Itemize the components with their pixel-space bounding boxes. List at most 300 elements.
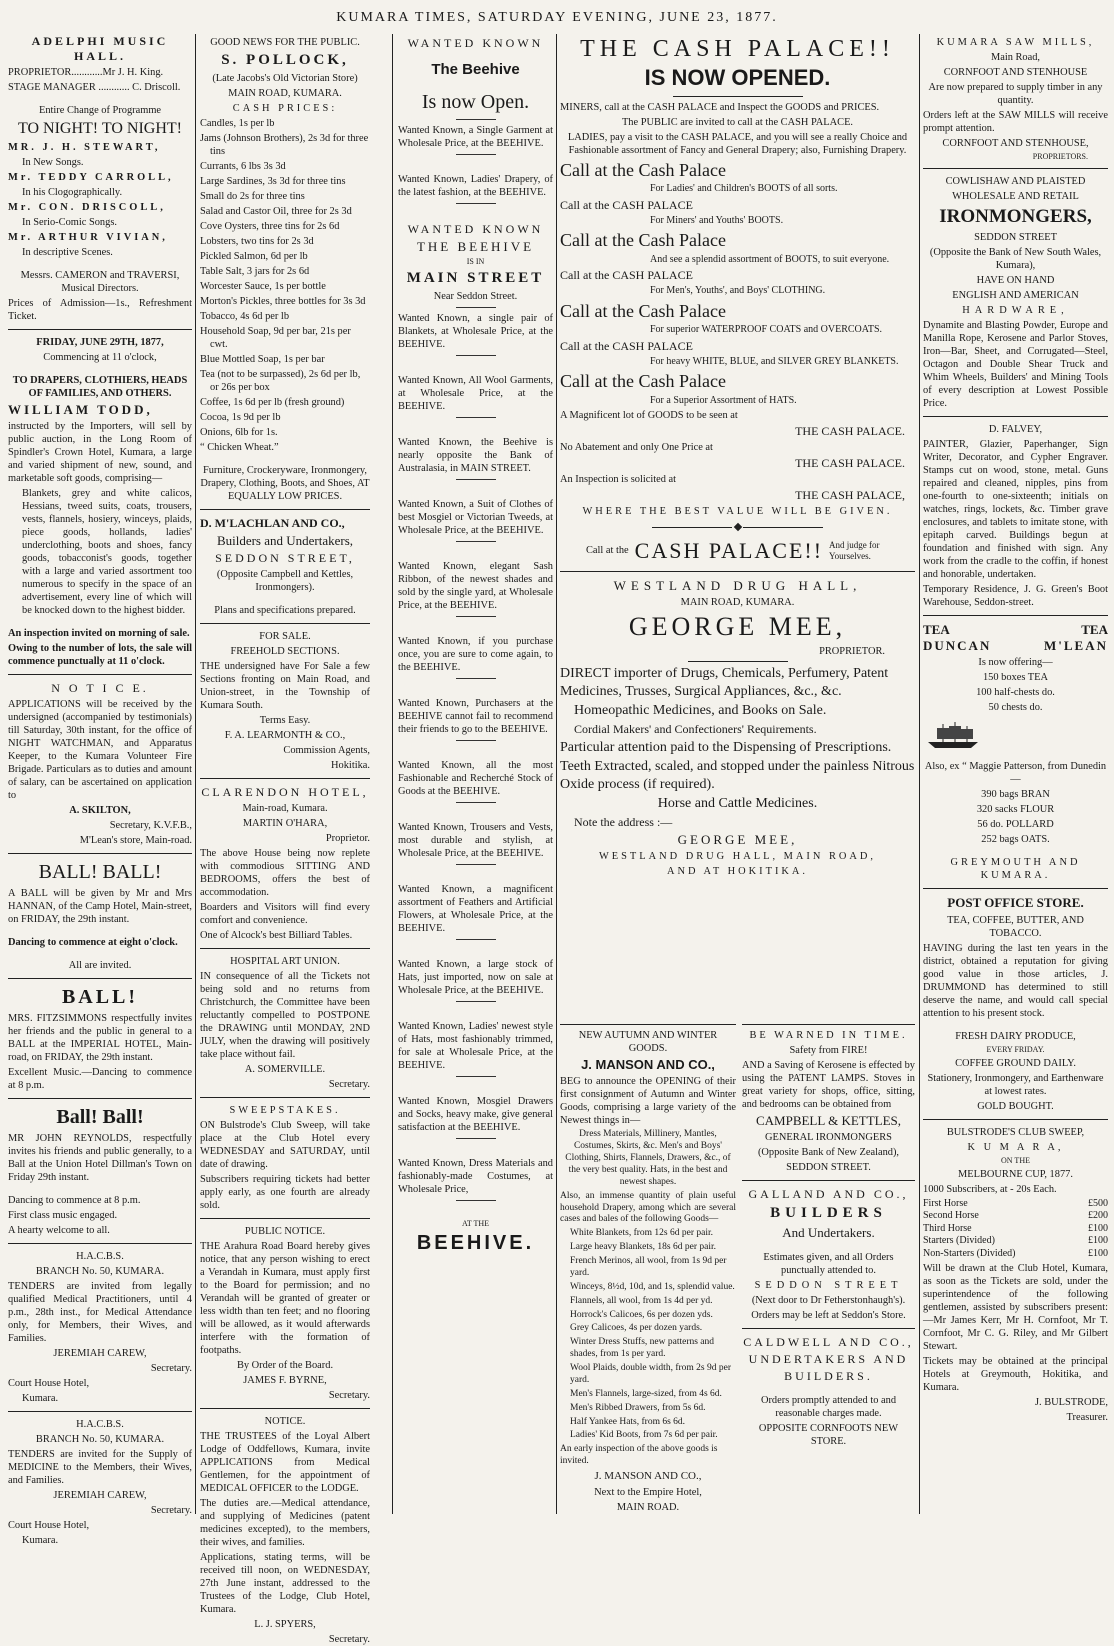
price-item: Table Salt, 3 jars for 2s 6d	[200, 265, 310, 277]
beehive-ad: Wanted Known, a Single Garment at Wholesale Price, at the BEEHIVE.	[398, 124, 553, 149]
beehive-ad: Wanted Known, the Beehive is nearly opposite the Bank of Australasia, in MAIN STREET.	[398, 436, 553, 474]
bulstrode-title: BULSTRODE'S CLUB SWEEP,	[946, 1126, 1085, 1138]
drug-a2: WESTLAND DRUG HALL, MAIN ROAD,	[598, 851, 877, 862]
publicnotice-order: By Order of the Board.	[236, 1360, 334, 1371]
separator	[456, 864, 496, 865]
oddfellows-role: Secretary.	[328, 1634, 370, 1645]
prize-row	[923, 1235, 1108, 1248]
galland-next: (Next door to Dr Fetherstonhaugh's).	[751, 1295, 906, 1307]
campbell-safety: Safety from FIRE!	[789, 1045, 868, 1056]
produce-item: 56 do. POLLARD	[977, 819, 1054, 831]
cowlishaw-body: Dynamite and Blasting Powder, Europe and Manilla Rope, Kerosene and Parlor Stoves, Iron—Bar, Sheet, and Corrugated—Steel, Octagon and Double Shear Truck and Whim Wheels, Builders' and Mining Tools of every description at Lowest Possible Price.	[923, 319, 1108, 409]
manson-item: Winceys, 8½d, 10d, and 1s, splendid value.	[570, 1281, 735, 1292]
mclachlan-plans: Plans and specifications prepared.	[214, 605, 356, 616]
separator	[456, 1200, 496, 1201]
separator	[456, 479, 496, 480]
price-item: Salad and Castor Oil, three for 2s 3d	[200, 205, 352, 217]
campbell-st: SEDDON STREET.	[786, 1162, 871, 1174]
saw-title: KUMARA SAW MILLS,	[936, 37, 1095, 48]
forsale-town: Hokitika.	[331, 760, 370, 771]
price-item: Large Sardines, 3s 3d for three tins	[200, 175, 346, 187]
price-item: Tea (not to be surpassed), 2s 6d per lb, or 26s per box	[200, 368, 361, 393]
publicnotice-title: PUBLIC NOTICE.	[244, 1226, 326, 1237]
cashpalace-title: THE CASH PALACE!!	[580, 36, 895, 62]
adelphi-act: Mr. CON. DRISCOLL,	[8, 202, 166, 213]
hacbs1-branch: BRANCH No. 50, KUMARA.	[35, 1266, 165, 1278]
artunion-body: IN consequence of all the Tickets not being sold and no returns from Christchurch, the Committee have been reluctantly compelled to POSTPONE the DRAWING until MONDAY, 2ND JULY, when the drawing will positively take place without fail.	[200, 971, 370, 1060]
caldwell-b: BUILDERS.	[784, 1369, 873, 1384]
cowlishaw-sub: WHOLESALE AND RETAIL	[952, 191, 1079, 202]
column-rule	[195, 34, 196, 1514]
price-item: Morton's Pickles, three bottles for 3s 3d	[200, 295, 366, 307]
separator	[456, 939, 496, 940]
tea-items-2	[923, 788, 1108, 846]
separator	[456, 307, 496, 308]
column-3	[398, 34, 553, 1514]
cashpalace-big: CASH PALACE!!	[634, 538, 824, 563]
beehive-h1: WANTED KNOWN	[407, 36, 544, 50]
forsale-title: FOR SALE.	[259, 631, 311, 642]
hacbs1-name: JEREMIAH CAREW,	[53, 1348, 147, 1360]
galland-b: BUILDERS	[770, 1205, 887, 1222]
mclachlan-name: D. M'LACHLAN AND CO.,	[200, 515, 345, 530]
beehive-ad: Wanted Known, elegant Sash Ribbon, of the newest shades and sold by the single yard, at Wholesale Price, at the BEEHIVE.	[398, 560, 553, 611]
ball2-music: Excellent Music.—Dancing to commence at 8 p.m.	[8, 1067, 192, 1092]
saw-names: CORNFOOT AND STENHOUSE	[943, 67, 1088, 78]
sale-items: Blankets, grey and white calicos, Hessians, tweed suits, coats, trousers, vests, flannels, hosiery, winceys, plaids, piece goods, hollands, ladies' underclothing, boots and shoes, fancy goods, tobacconist's goods, together with a large and varied assortment too numerous to specify in the space of an advertisement, every line of which will be knocked down to the highest bidder.	[22, 488, 192, 617]
beehive-ad: Wanted Known, All Wool Garments, at Wholesale Price, at the BEEHIVE.	[398, 374, 553, 412]
forsale-sub: FREEHOLD SECTIONS.	[230, 646, 340, 657]
clarendon-owner: MARTIN O'HARA,	[242, 818, 328, 829]
saw-body: Are now prepared to supply timber in any quantity.	[928, 82, 1103, 106]
cashpalace-noabate: No Abatement and only One Price at	[560, 442, 713, 453]
caldwell-opp: OPPOSITE CORNFOOTS NEW STORE.	[758, 1423, 899, 1448]
adelphi-act: In New Songs.	[22, 157, 84, 168]
tea-header	[923, 622, 1108, 655]
manson-item: Horrock's Calicoes, 6s per dozen yds.	[570, 1309, 713, 1320]
beehive-ad: Wanted Known, Dress Materials and fashionably-made Costumes, at Wholesale Price,	[398, 1157, 553, 1195]
artunion-name: A. SOMERVILLE.	[244, 1064, 326, 1075]
beehive-name: The Beehive	[431, 61, 520, 78]
bulstrode-kumara: K U M A R A,	[967, 1141, 1064, 1153]
notice-role: Secretary, K.V.F.B.,	[109, 820, 192, 832]
separator	[456, 616, 496, 617]
ball3-l2: First class music engaged.	[8, 1210, 118, 1222]
beehive-ad: Wanted Known, a single pair of Blankets, at Wholesale Price, at the BEEHIVE.	[398, 312, 553, 350]
caldwell-body: Orders promptly attended to and reasonable charges made.	[760, 1395, 897, 1420]
drug-a3: AND AT HOKITIKA.	[666, 866, 809, 877]
price-item: Currants, 6 lbs 3s 3d	[200, 160, 286, 172]
cowlishaw-hand: HAVE ON HAND	[976, 274, 1055, 286]
drug-homeo: Homeopathic Medicines, and Books on Sale.	[574, 703, 827, 719]
separator	[456, 417, 496, 418]
drug-prop: PROPRIETOR.	[819, 646, 885, 658]
ball2-title: BALL!	[61, 986, 139, 1009]
manson-invite: An early inspection of the above goods is invited.	[560, 1444, 718, 1467]
beehive-the: THE BEEHIVE	[416, 238, 535, 254]
price-item: Candles, 1s per lb	[200, 117, 275, 129]
beehive-ads-2	[398, 312, 553, 1217]
cowlishaw-iron: IRONMONGERS,	[939, 206, 1092, 227]
hacbs2-addr1: Court House Hotel,	[8, 1520, 90, 1532]
bulstrode-tickets: Tickets may be obtained at the principal Hotels at Greymouth, Hokitika, and Kumara.	[923, 1356, 1108, 1393]
manson-items	[560, 1228, 736, 1442]
prize-amount: £200	[1088, 1210, 1108, 1221]
prize-row	[923, 1198, 1108, 1211]
call-title: Call at the CASH PALACE	[560, 338, 693, 353]
manson-item: Winter Dress Stuffs, new patterns and shades, from 1s per yard.	[570, 1337, 715, 1360]
manson-item: French Merinos, all wool, from 1s 9d per yard.	[570, 1256, 727, 1278]
column-2	[200, 34, 370, 1645]
saw-prop: PROPRIETORS.	[1032, 152, 1088, 161]
price-item: Tobacco, 4s 6d per lb	[200, 310, 290, 322]
adelphi-act: In Serio-Comic Songs.	[22, 217, 117, 228]
caldwell-u: UNDERTAKERS AND	[748, 1352, 909, 1367]
cashpalace-callline	[560, 537, 915, 565]
manson-ad	[560, 1024, 736, 1516]
produce-item: 320 sacks FLOUR	[976, 804, 1055, 816]
cowlishaw-opp: (Opposite the Bank of New South Wales, Kumara),	[929, 246, 1102, 271]
drug-title: WESTLAND DRUG HALL,	[613, 577, 862, 593]
tea-item: 100 half-chests do.	[976, 687, 1055, 699]
spacer	[398, 745, 553, 757]
beehive-ad: Wanted Known, a magnificent assortment of Feathers and Artificial Flowers, at Wholesale Price, at the BEEHIVE.	[398, 883, 553, 934]
column-rule	[556, 34, 557, 1514]
manson-head: NEW AUTUMN AND WINTER GOODS.	[578, 1030, 718, 1054]
mclachlan-street: SEDDON STREET,	[215, 551, 355, 565]
campbell-body: AND a Saving of Kerosene is effected by using the PATENT LAMPS. Stoves in great variety for shops, office, sitting, and bedrooms can be obtained from	[742, 1060, 915, 1110]
tea-mclean: M'LEAN	[1044, 638, 1108, 653]
call-title: Call at the Cash Palace	[560, 230, 726, 250]
clarendon-addr: Main-road, Kumara.	[242, 803, 328, 814]
bulstrode-role: Treasurer.	[1066, 1412, 1108, 1423]
masthead: KUMARA TIMES, SATURDAY EVENING, JUNE 23, 1877.	[336, 10, 778, 25]
tea-item: 50 chests do.	[988, 702, 1043, 714]
galland-u: And Undertakers.	[782, 1225, 875, 1240]
pollock-head: GOOD NEWS FOR THE PUBLIC.	[210, 37, 360, 48]
separator	[456, 1001, 496, 1002]
sweep-body: ON Bulstrode's Club Sweep, will take place at the Club Hotel every WEDNESDAY and SATURDAY, until date of drawing.	[200, 1120, 370, 1170]
drug-name: GEORGE MEE,	[628, 611, 847, 641]
spacer	[398, 208, 553, 220]
pollock-addr: MAIN ROAD, KUMARA.	[228, 87, 342, 99]
spacer	[398, 484, 553, 496]
ball2-body: MRS. FITZSIMMONS respectfully invites her friends and the public in general to a BALL at the IMPERIAL HOTEL, Main-road, on FRIDAY, the 29th instant.	[8, 1013, 192, 1064]
clarendon-body: The above House being now replete with commodious SITTING AND BEDROOMS, offers the best of accommodation.	[200, 848, 370, 898]
cashpalace-mag: A Magnificent lot of GOODS to be seen at	[560, 410, 738, 421]
ball1-body: A BALL will be given by Mr and Mrs HANNAN, of the Camp Hotel, Main-street, on FRIDAY, the 29th instant.	[8, 888, 192, 926]
cashpalace-calls	[560, 159, 915, 408]
tea-item: 150 boxes TEA	[982, 672, 1049, 684]
spacer	[398, 621, 553, 633]
galland-orders: Orders may be left at Seddon's Store.	[751, 1310, 906, 1322]
beehive-ad: Wanted Known, if you purchase once, you are sure to come again, to the BEEHIVE.	[398, 635, 553, 673]
falvey-temp: Temporary Residence, J. G. Green's Boot Warehouse, Seddon-street.	[923, 583, 1108, 608]
saw-road: Main Road,	[990, 52, 1041, 63]
call-title: Call at the CASH PALACE	[560, 268, 693, 282]
prize-row	[923, 1248, 1108, 1261]
publicnotice-name: JAMES F. BYRNE,	[243, 1375, 327, 1386]
separator	[456, 203, 496, 204]
beehive-ad: Wanted Known, all the most Fashionable and Recherché Stock of Goods at the BEEHIVE.	[398, 759, 553, 797]
forsale-terms: Terms Easy.	[259, 715, 311, 726]
beehive-open: Is now Open.	[421, 90, 530, 113]
ball3-body: MR JOHN REYNOLDS, respectfully invites his friends and public generally, to a Ball at the Union Hotel Dillman's Town on Friday 29th instant.	[8, 1133, 192, 1184]
post-friday: EVERY FRIDAY.	[986, 1044, 1045, 1054]
pollock-name: S. POLLOCK,	[221, 52, 349, 68]
prize-name: Second Horse	[923, 1210, 979, 1221]
adelphi-tonight: TO NIGHT! TO NIGHT!	[18, 120, 182, 137]
cashpalace-miners: MINERS, call at the CASH PALACE and Inspect the GOODS and PRICES.	[560, 101, 880, 113]
manson-road: MAIN ROAD.	[616, 1501, 680, 1513]
sale-auctioneer: WILLIAM TODD,	[8, 402, 153, 417]
prize-name: Third Horse	[923, 1222, 972, 1234]
price-item: Cocoa, 1s 9d per lb	[200, 411, 281, 423]
adelphi-change: Entire Change of Programme	[38, 105, 162, 116]
spacer	[398, 546, 553, 558]
oddfellows-body: THE TRUSTEES of the Loyal Albert Lodge of Oddfellows, Kumara, invite APPLICATIONS from Medical Gentlemen, for the appointment of MEDICAL OFFICER to the LODGE.	[200, 1431, 370, 1494]
publicnotice-body: THE Arahura Road Board hereby gives notice, that any person wishing to erect a Verandah in Kumara, must apply first to the Board for permission; and no Verandah will be granted of greater or less width than ten feet; and no flooring will be allowed, as it would afterwards interfere with the formation of footpaths.	[200, 1241, 370, 1356]
cashpalace-callat: Call at the	[585, 545, 629, 557]
clarendon-board: Boarders and Visitors will find every comfort and convenience.	[200, 902, 370, 926]
drug-n2: GEORGE MEE,	[677, 831, 798, 847]
oddfellows-title: NOTICE.	[264, 1416, 306, 1427]
adelphi-act: In descriptive Scenes.	[22, 247, 113, 258]
tea-items	[923, 671, 1108, 714]
cashpalace-judge: And judge for Yourselves.	[829, 539, 880, 561]
call-title: Call at the Cash Palace	[560, 371, 726, 391]
campbell-role: GENERAL IRONMONGERS	[765, 1132, 892, 1144]
sale-to: TO DRAPERS, CLOTHIERS, HEADS OF FAMILIES, AND OTHERS.	[12, 375, 188, 399]
pollock-price-list	[200, 117, 370, 454]
galland-body: Estimates given, and all Orders punctually attended to.	[763, 1252, 894, 1277]
manson-item: Large heavy Blankets, 18s 6d per pair.	[570, 1242, 716, 1253]
adelphi-title: ADELPHI MUSIC HALL.	[31, 34, 169, 63]
cashpalace-cp2: THE CASH PALACE.	[795, 456, 905, 470]
tea-offering: Is now offering—	[978, 657, 1053, 669]
beehive-near: Near Seddon Street.	[433, 290, 518, 302]
manson-item: Ladies' Kid Boots, from 7s 6d per pair.	[570, 1430, 718, 1441]
oddfellows-name: L. J. SPYERS,	[254, 1619, 316, 1630]
campbell-name: CAMPBELL & KETTLES,	[755, 1113, 902, 1128]
price-item: Worcester Sauce, 1s per bottle	[200, 280, 326, 292]
post-stat: Stationery, Ironmongery, and Earthenware at lowest rates.	[927, 1072, 1104, 1097]
produce-item: 390 bags BRAN	[981, 789, 1050, 801]
column-5	[923, 34, 1108, 1514]
bulstrode-drawn: Will be drawn at the Club Hotel, Kumara, as soon as the Tickets are sold, under the superintendence of the following gentlemen, assisted by subscribers present:—Mr James Kerr, Mr H. Cornfoot, Mr T. Cornfoot, Mr C. G. Riley, and Mr Gilbert Stewart.	[923, 1263, 1108, 1352]
beehive-at: AT THE	[461, 1218, 490, 1228]
hacbs2-name: JEREMIAH CAREW,	[53, 1490, 147, 1502]
hacbs1-addr1: Court House Hotel,	[8, 1378, 90, 1390]
separator	[456, 1138, 496, 1139]
column-4	[560, 34, 915, 1514]
call-detail: For Men's, Youths', and Boys' CLOTHING.	[650, 285, 826, 296]
prize-name: First Horse	[923, 1197, 968, 1209]
beehive-ad: Wanted Known, a Suit of Clothes of best Mosgiel or Victorian Tweeds, at Wholesale Price, at the BEEHIVE.	[398, 498, 553, 536]
call-detail: For Miners' and Youths' BOOTS.	[650, 214, 784, 226]
falvey-name: D. FALVEY,	[988, 423, 1043, 435]
mclachlan-trade: Builders and Undertakers,	[216, 532, 354, 548]
ornament	[560, 521, 915, 534]
separator	[456, 355, 496, 356]
manson-item: Grey Calicoes, 4s per dozen yards.	[570, 1323, 703, 1334]
prize-name: Starters (Divided)	[923, 1235, 995, 1246]
cowlishaw-eng: ENGLISH AND AMERICAN	[952, 289, 1079, 301]
campbell-warn: BE WARNED IN TIME.	[749, 1030, 908, 1041]
oddfellows-body3: Applications, stating terms, will be received till noon, on WEDNESDAY, 27th June instant, addressed to the Trustees of the Lodge, Club Hotel, Kumara.	[200, 1552, 370, 1615]
tea-grey: GREYMOUTH AND KUMARA.	[950, 857, 1081, 882]
pollock-foot: Furniture, Crockeryware, Ironmongery, Drapery, Clothing, Boots, and Shoes, AT EQUALLY LOW PRICES.	[200, 464, 370, 502]
prize-row	[923, 1223, 1108, 1236]
post-title: POST OFFICE STORE.	[947, 895, 1084, 911]
column-rule	[392, 34, 393, 1514]
spacer	[398, 869, 553, 881]
post-body: HAVING during the last ten years in the district, obtained a reputation for giving good value in those articles, J. DRUMMOND has determined to still deserve the name, and would call special attention to his present stock.	[923, 942, 1108, 1019]
separator	[456, 802, 496, 803]
separator	[456, 678, 496, 679]
falvey-body: PAINTER, Glazier, Paperhanger, Sign Writer, Decorator, and Cypher Engraver. Stamps cut on wood, stone, metal. Guns repaired and cleaned, nipples, pins from one-fourth to one-sixteenth; initials on watches, rings, lockets, &c. Timber grave enclosures, and tablets to imitate stone, with epitaph carved. Buildings begun at foundation and finished with sign. Any work from the cradle to the coffin, if honest and honorable, undertaken.	[923, 438, 1108, 580]
cashpalace-cp1: THE CASH PALACE.	[795, 424, 905, 438]
pollock-late: (Late Jacobs's Old Victorian Store)	[212, 72, 358, 84]
hacbs2-branch: BRANCH No. 50, KUMARA.	[35, 1434, 165, 1446]
beehive-foot: BEEHIVE.	[416, 1231, 535, 1254]
cashpalace-where: WHERE THE BEST VALUE WILL BE GIVEN.	[582, 506, 893, 517]
notice-body: APPLICATIONS will be received by the undersigned (accompanied by testimonials) till Saturday, 30th instant, for the office of NIGHT WATCHMAN, and Apparatus Keeper, to the Kumara Volunteer Fire Brigade. Particulars as to duties and amount of salary, can be ascertained on application to	[8, 699, 192, 802]
column-rule	[919, 34, 920, 1514]
hacbs1-title: H.A.C.B.S.	[76, 1251, 124, 1263]
drug-cordial: Cordial Makers' and Confectioners' Requirements.	[574, 721, 817, 736]
drug-particular: Particular attention paid to the Dispensing of Prescriptions.	[560, 739, 892, 755]
hacbs1-body: TENDERS are invited from legally qualified Medical Practitioners, until 4 p.m., 28th inst., for Medical Attendance only, for Members, their Wives, and Families.	[8, 1281, 192, 1345]
adelphi-act: In his Clogographically.	[22, 187, 123, 198]
adelphi-acts	[8, 141, 192, 259]
sweep-body2: Subscribers requiring tickets had better apply early, as one fourth are already sold.	[200, 1174, 370, 1211]
call-title: Call at the Cash Palace	[560, 300, 726, 321]
notice-name: A. SKILTON,	[69, 805, 131, 817]
call-title: Call at the Cash Palace	[560, 159, 726, 180]
bulstrode-cup: MELBOURNE CUP, 1877.	[958, 1168, 1073, 1180]
sale-owing: Owing to the number of lots, the sale will commence punctually at 11 o'clock.	[8, 643, 192, 668]
cowlishaw-name: COWLISHAW AND PLAISTED	[945, 176, 1086, 187]
prize-name: Non-Starters (Divided)	[923, 1247, 1016, 1259]
cashpalace-sub: IS NOW OPENED.	[644, 65, 831, 90]
price-item: Blue Mottled Soap, 1s per bar	[200, 353, 325, 365]
post-dairy: FRESH DAIRY PRODUCE,	[955, 1030, 1076, 1042]
tea-left: TEA	[923, 621, 950, 637]
beehive-mainst: MAIN STREET	[406, 270, 545, 286]
beehive-ad: Wanted Known, Purchasers at the BEEHIVE cannot fail to recommend their friends to go to the BEEHIVE.	[398, 697, 553, 735]
cowlishaw-st: SEDDON STREET	[974, 231, 1057, 243]
spacer	[398, 1081, 553, 1093]
separator	[456, 1076, 496, 1077]
beehive-ad: Wanted Known, a large stock of Hats, just imported, now on sale at Wholesale Price, at the BEEHIVE.	[398, 958, 553, 996]
beehive-ads	[398, 124, 553, 220]
manson-item: Men's Flannels, large-sized, from 4s 6d.	[570, 1388, 722, 1399]
ball1-invited: All are invited.	[68, 960, 132, 972]
beehive-isin: IS IN	[466, 257, 485, 266]
spacer	[398, 159, 553, 171]
hacbs2-body: TENDERS are invited for the Supply of MEDICINE to the Members, their Wives, and Families.	[8, 1449, 192, 1487]
call-detail: For a Superior Assortment of HATS.	[650, 394, 797, 406]
manson-item: Half Yankee Hats, from 6s 6d.	[570, 1416, 686, 1427]
call-title: Call at the CASH PALACE	[560, 197, 693, 212]
separator	[673, 96, 803, 97]
adelphi-stage: STAGE MANAGER ............ C. Driscoll.	[8, 82, 181, 93]
adelphi-prices: Prices of Admission—1s., Refreshment Ticket.	[8, 298, 192, 322]
manson-name: J. MANSON AND CO.,	[581, 1057, 715, 1072]
price-item: Onions, 6lb for 1s.	[200, 426, 278, 438]
price-item: Lobsters, two tins for 2s 3d	[200, 235, 314, 247]
drug-addr: MAIN ROAD, KUMARA.	[680, 596, 795, 608]
pollock-cash: CASH PRICES:	[232, 102, 338, 114]
saw-orders: Orders left at the SAW MILLS will receive prompt attention.	[923, 110, 1108, 134]
spacer	[398, 1143, 553, 1155]
sale-time: Commencing at 11 o'clock,	[43, 352, 157, 363]
spacer	[398, 807, 553, 819]
forsale-role: Commission Agents,	[283, 745, 370, 756]
beehive-ad: Wanted Known, Ladies' Drapery, of the latest fashion, at the BEEHIVE.	[398, 173, 553, 198]
call-detail: For heavy WHITE, BLUE, and SILVER GREY BLANKETS.	[650, 355, 899, 367]
manson-also: Also, an immense quantity of plain useful household Drapery, among which are several cases and bales of the following Goods—	[560, 1190, 736, 1225]
forsale-agent: F. A. LEARMONTH & CO.,	[224, 730, 346, 741]
tea-also: Also, ex “ Maggie Patterson, from Dunedin—	[924, 761, 1107, 786]
beehive-ad: Wanted Known, Ladies' newest style of Hats, most fashionably trimmed, for sale at Wholesale Price, at the BEEHIVE.	[398, 1020, 553, 1071]
price-item: Household Soap, 9d per bar, 21s per cwt.	[200, 325, 351, 350]
mclachlan-opp: (Opposite Campbell and Kettles, Ironmongers).	[216, 569, 354, 593]
sale-inspect: An inspection invited on morning of sale.	[8, 628, 190, 640]
manson-item: Wool Plaids, double width, from 2s 9d per yard.	[570, 1363, 731, 1385]
cowlishaw-hw: HARDWARE,	[962, 304, 1069, 316]
prize-amount: £100	[1088, 1222, 1108, 1234]
prize-amount: £500	[1088, 1197, 1108, 1209]
hacbs1-role: Secretary.	[150, 1363, 192, 1375]
manson-item: Men's Ribbed Drawers, from 5s 6d.	[570, 1402, 706, 1413]
artunion-role: Secretary.	[328, 1079, 370, 1090]
prize-row	[923, 1210, 1108, 1223]
sale-body: instructed by the Importers, will sell by public auction, in the Long Room of Spindler's Crown Hotel, Kumara, a large and varied shipment of new, sound, and marketable soft goods, comprising—	[8, 421, 192, 485]
separator	[688, 661, 788, 662]
tea-right: TEA	[1081, 621, 1108, 637]
ship-icon	[923, 720, 983, 750]
call-detail: For Ladies' and Children's BOOTS of all sorts.	[650, 183, 838, 194]
notice-title: N O T I C E.	[51, 681, 149, 696]
clarendon-name: CLARENDON HOTEL,	[201, 785, 369, 799]
price-item: Jams (Johnson Brothers), 2s 3d for three tins	[200, 132, 369, 157]
galland-name: GALLAND AND CO.,	[748, 1187, 909, 1202]
clarendon-role: Proprietor.	[325, 833, 370, 844]
price-item: Small do 2s for three tins	[200, 190, 305, 202]
separator	[456, 154, 496, 155]
spacer	[398, 683, 553, 695]
manson-item: Flannels, all wool, from 1s 4d per yd.	[570, 1295, 713, 1306]
post-coffee: COFFEE GROUND DAILY.	[955, 1057, 1076, 1069]
cashpalace-cp3: THE CASH PALACE,	[795, 488, 905, 502]
separator	[456, 119, 496, 120]
oddfellows-body2: The duties are.—Medical attendance, and supplying of Medicines (patent medicines excepted), to the members, their wives, and families.	[200, 1498, 370, 1548]
ball3-title: Ball! Ball!	[56, 1106, 144, 1129]
price-item: “ Chicken Wheat.”	[200, 441, 279, 453]
price-item: Cove Oysters, three tins for 2s 6d	[200, 220, 340, 232]
manson-item: White Blankets, from 12s 6d per pair.	[570, 1228, 713, 1239]
drug-horse: Horse and Cattle Medicines.	[657, 796, 818, 812]
beehive-ad: Wanted Known, Trousers and Vests, most durable and stylish, at Wholesale Price, at the BEEHIVE.	[398, 821, 553, 859]
forsale-body: THE undersigned have For Sale a few Sections fronting on Main Road, and Union-street, in the Township of Kumara South.	[200, 661, 370, 711]
bulstrode-sig: J. BULSTRODE,	[1034, 1397, 1108, 1408]
adelphi-act: MR. J. H. STEWART,	[8, 142, 161, 153]
adelphi-directors: Messrs. CAMERON and TRAVERSI, Musical Directors.	[20, 270, 180, 294]
ball1-title: BALL! BALL!	[38, 861, 162, 884]
produce-item: 252 bags OATS.	[981, 834, 1050, 846]
